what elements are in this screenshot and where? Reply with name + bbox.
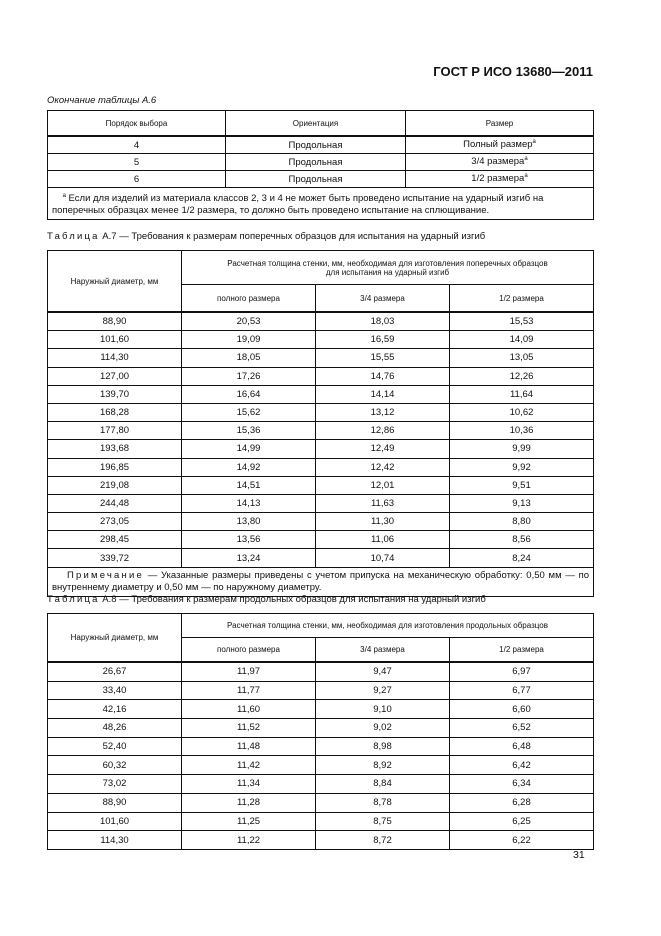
cell-value: 14,14 — [370, 388, 395, 400]
table-cell — [48, 136, 226, 154]
cell-value: 193,68 — [99, 443, 130, 455]
cell-value: 13,12 — [370, 407, 395, 419]
table-cell — [450, 719, 594, 738]
cell-value: 14,92 — [236, 461, 261, 473]
cell-value: 11,42 — [236, 759, 261, 771]
caption-text: А.7 — Требования к размерам поперечных образцов для испытания на ударный изгиб — [102, 231, 486, 242]
table-row — [48, 719, 594, 738]
table-cell — [316, 681, 450, 700]
caption-text: А.8 — Требования к размерам продольных образцов для испытания на ударный изгиб — [102, 594, 486, 605]
table-cell — [450, 756, 594, 775]
cell-value: 3/4 размера — [471, 156, 525, 168]
column-header-diameter: Наружный диаметр, мм — [48, 614, 182, 663]
table-cell — [48, 549, 182, 567]
caption-prefix: Таблица — [47, 231, 100, 242]
table-a7 — [47, 250, 594, 597]
note-label: Примечание — [66, 569, 144, 581]
column-header: Размер — [406, 111, 594, 137]
table-a6-caption: Окончание таблицы А.6 — [47, 95, 157, 106]
table-cell — [182, 367, 316, 385]
table-cell — [450, 662, 594, 681]
cell-value: 6 — [133, 173, 140, 185]
table-cell — [406, 171, 594, 188]
cell-value: 8,72 — [373, 834, 392, 846]
table-cell — [48, 700, 182, 719]
cell-value: 139,70 — [99, 388, 130, 400]
table-a6-footnote — [48, 188, 594, 220]
table-cell — [316, 349, 450, 367]
table-cell — [406, 136, 594, 154]
cell-value: 6,25 — [512, 815, 531, 827]
table-cell — [450, 793, 594, 812]
table-cell — [48, 458, 182, 476]
table-cell — [48, 662, 182, 681]
cell-value: 9,47 — [373, 666, 392, 678]
cell-value: 14,99 — [236, 443, 261, 455]
table-row — [48, 700, 594, 719]
cell-value: 11,97 — [236, 666, 261, 678]
column-header: 1/2 размера — [450, 638, 594, 663]
cell-value: 10,36 — [509, 425, 534, 437]
table-row — [48, 549, 594, 567]
table-cell — [48, 793, 182, 812]
table-cell — [406, 154, 594, 171]
table-a7-caption — [47, 231, 485, 242]
cell-value: 1/2 размера — [471, 173, 525, 185]
cell-value: 11,22 — [236, 834, 261, 846]
cell-value: 20,53 — [236, 316, 261, 328]
table-cell — [182, 331, 316, 349]
table-cell — [450, 681, 594, 700]
column-header: 3/4 размера — [316, 638, 450, 663]
cell-value: 19,09 — [236, 334, 261, 346]
cell-value: Продольная — [288, 156, 343, 168]
table-row — [48, 494, 594, 512]
cell-value: 114,30 — [100, 834, 129, 846]
table-cell — [450, 831, 594, 850]
table-row — [48, 458, 594, 476]
table-cell — [316, 458, 450, 476]
table-cell — [226, 136, 406, 154]
cell-value: 219,08 — [99, 479, 130, 491]
table-cell — [48, 737, 182, 756]
table-cell — [182, 440, 316, 458]
table-row — [48, 385, 594, 403]
cell-value: 101,60 — [99, 815, 130, 827]
cell-value: 11,52 — [236, 722, 261, 734]
table-cell — [48, 171, 226, 188]
cell-value: 42,16 — [102, 703, 127, 715]
table-cell — [450, 476, 594, 494]
table-cell — [48, 831, 182, 850]
cell-value: 16,64 — [236, 388, 261, 400]
cell-value: 88,90 — [102, 316, 127, 328]
table-row — [48, 171, 594, 188]
table-cell — [48, 440, 182, 458]
table-a8-caption — [47, 594, 486, 605]
table-cell — [48, 719, 182, 738]
cell-value: 101,60 — [99, 334, 130, 346]
table-cell — [316, 719, 450, 738]
cell-value: 11,60 — [236, 703, 261, 715]
table-cell — [450, 700, 594, 719]
cell-value: 177,80 — [99, 425, 130, 437]
table-row — [48, 136, 594, 154]
table-row — [48, 756, 594, 775]
cell-value: 15,55 — [370, 352, 395, 364]
cell-value: 273,05 — [99, 516, 130, 528]
table-cell — [48, 422, 182, 440]
cell-value: 6,28 — [512, 797, 531, 809]
cell-value: 5 — [133, 156, 140, 168]
column-header: полного размера — [182, 285, 316, 313]
table-cell — [316, 312, 450, 331]
cell-value: 6,48 — [512, 741, 531, 753]
table-cell — [182, 681, 316, 700]
table-cell — [48, 385, 182, 403]
table-cell — [48, 349, 182, 367]
table-cell — [316, 494, 450, 512]
cell-value: 6,60 — [512, 703, 531, 715]
cell-value: 13,56 — [236, 534, 261, 546]
cell-value: 127,00 — [99, 370, 130, 382]
note-text: — Указанные размеры приведены с учетом припуска на механическую обработку: 0,50 мм — по внутреннему диаметру и 0,50 мм — по наружному диаметру. — [52, 569, 590, 593]
cell-value: 18,05 — [236, 352, 261, 364]
cell-value: 11,64 — [509, 388, 534, 400]
column-header: Порядок выбора — [48, 111, 226, 137]
table-cell — [48, 775, 182, 794]
cell-value: 60,32 — [102, 759, 127, 771]
column-group-header: Расчетная толщина стенки, мм, необходимая для изготовления продольных образцов — [182, 614, 594, 638]
cell-value: 52,40 — [102, 741, 127, 753]
cell-value: 15,62 — [236, 407, 261, 419]
table-row — [48, 681, 594, 700]
table-cell — [182, 494, 316, 512]
footnote-mark: а — [532, 139, 536, 146]
cell-value: 4 — [133, 139, 140, 151]
table-cell — [182, 831, 316, 850]
table-cell — [450, 549, 594, 567]
cell-value: 14,13 — [236, 497, 261, 509]
table-cell — [450, 775, 594, 794]
cell-value: 12,42 — [370, 461, 395, 473]
table-cell — [450, 440, 594, 458]
column-header: полного размера — [182, 638, 316, 663]
table-cell — [182, 476, 316, 494]
cell-value: 12,26 — [509, 370, 534, 382]
cell-value: 6,97 — [512, 666, 531, 678]
cell-value: 6,34 — [512, 778, 531, 790]
table-cell — [182, 700, 316, 719]
cell-value: 11,34 — [236, 778, 261, 790]
cell-value: 48,26 — [102, 722, 127, 734]
cell-value: 18,03 — [370, 316, 395, 328]
cell-value: 8,75 — [373, 815, 392, 827]
cell-value: 298,45 — [99, 534, 130, 546]
cell-value: 12,49 — [370, 443, 395, 455]
table-cell — [450, 331, 594, 349]
table-row — [48, 812, 594, 831]
cell-value: 11,48 — [236, 741, 261, 753]
cell-value: 88,90 — [102, 797, 127, 809]
cell-value: 6,52 — [512, 722, 531, 734]
cell-value: 6,22 — [512, 834, 531, 846]
table-cell — [450, 403, 594, 421]
table-cell — [316, 331, 450, 349]
column-header: 1/2 размера — [450, 285, 594, 313]
table-a8 — [47, 613, 594, 850]
table-a7-note — [48, 567, 594, 596]
cell-value: 8,24 — [512, 552, 531, 564]
table-a6 — [47, 110, 594, 220]
cell-value: 14,09 — [509, 334, 534, 346]
table-cell — [182, 458, 316, 476]
column-header: 3/4 размера — [316, 285, 450, 313]
cell-value: 14,51 — [236, 479, 261, 491]
cell-value: 196,85 — [99, 461, 130, 473]
table-row — [48, 793, 594, 812]
cell-value: 6,42 — [512, 759, 531, 771]
column-header-diameter: Наружный диаметр, мм — [48, 251, 182, 313]
table-row — [48, 775, 594, 794]
table-cell — [450, 494, 594, 512]
table-cell — [48, 331, 182, 349]
table-cell — [450, 458, 594, 476]
table-cell — [182, 812, 316, 831]
cell-value: 10,62 — [509, 407, 534, 419]
cell-value: 9,92 — [512, 461, 531, 473]
table-cell — [316, 700, 450, 719]
table-cell — [182, 549, 316, 567]
table-row — [48, 349, 594, 367]
cell-value: 11,63 — [370, 497, 395, 509]
cell-value: 15,53 — [509, 316, 534, 328]
cell-value: 15,36 — [236, 425, 261, 437]
cell-value: 73,02 — [102, 778, 127, 790]
table-cell — [182, 349, 316, 367]
cell-value: 8,92 — [373, 759, 392, 771]
table-cell — [48, 531, 182, 549]
cell-value: 8,98 — [373, 741, 392, 753]
table-cell — [182, 312, 316, 331]
table-cell — [182, 719, 316, 738]
cell-value: 8,84 — [373, 778, 392, 790]
cell-value: 8,78 — [373, 797, 392, 809]
footnote-mark: а — [524, 156, 528, 163]
table-row — [48, 331, 594, 349]
table-cell — [48, 681, 182, 700]
cell-value: 168,28 — [99, 407, 130, 419]
table-cell — [316, 513, 450, 531]
table-cell — [48, 756, 182, 775]
cell-value: 9,02 — [373, 722, 392, 734]
table-cell — [316, 531, 450, 549]
cell-value: Полный размер — [463, 139, 533, 151]
cell-value: 244,48 — [99, 497, 130, 509]
table-cell — [226, 154, 406, 171]
table-cell — [182, 422, 316, 440]
cell-value: 9,99 — [512, 443, 531, 455]
footnote-mark: а — [62, 193, 66, 199]
table-row — [48, 367, 594, 385]
table-row — [48, 662, 594, 681]
cell-value: 11,28 — [236, 797, 261, 809]
table-cell — [226, 171, 406, 188]
cell-value: 13,24 — [236, 552, 261, 564]
table-cell — [316, 549, 450, 567]
cell-value: 11,25 — [236, 815, 261, 827]
table-cell — [316, 385, 450, 403]
table-cell — [316, 440, 450, 458]
table-cell — [450, 513, 594, 531]
table-row — [48, 440, 594, 458]
document-header: ГОСТ Р ИСО 13680—2011 — [433, 64, 593, 79]
table-cell — [182, 662, 316, 681]
table-row — [48, 422, 594, 440]
table-cell — [316, 403, 450, 421]
table-row — [48, 476, 594, 494]
table-cell — [182, 403, 316, 421]
cell-value: 17,26 — [236, 370, 261, 382]
cell-value: 11,77 — [236, 685, 261, 697]
cell-value: 13,80 — [236, 516, 261, 528]
table-cell — [450, 367, 594, 385]
cell-value: 12,86 — [370, 425, 395, 437]
table-cell — [316, 662, 450, 681]
cell-value: 11,06 — [370, 534, 395, 546]
column-header: Ориентация — [226, 111, 406, 137]
table-cell — [182, 385, 316, 403]
page-number: 31 — [573, 849, 585, 861]
cell-value: 13,05 — [509, 352, 534, 364]
table-cell — [316, 737, 450, 756]
table-cell — [316, 812, 450, 831]
table-row — [48, 403, 594, 421]
table-cell — [48, 513, 182, 531]
table-cell — [48, 312, 182, 331]
table-row — [48, 831, 594, 850]
cell-value: 10,74 — [370, 552, 395, 564]
table-cell — [316, 831, 450, 850]
table-cell — [316, 756, 450, 775]
footnote-mark: а — [524, 173, 528, 180]
footnote-text: Если для изделий из материала классов 2, 3 и 4 не может быть проведено испытание на ударный изгиб на поперечных образцах менее 1/2 размера, то должно быть проведено испытание на сплющивание. — [52, 193, 544, 217]
table-cell — [316, 367, 450, 385]
cell-value: 33,40 — [102, 685, 127, 697]
table-cell — [182, 737, 316, 756]
cell-value: 114,30 — [100, 352, 129, 364]
caption-prefix: Таблица — [47, 594, 100, 605]
cell-value: 9,27 — [373, 685, 392, 697]
table-cell — [182, 756, 316, 775]
cell-value: 9,10 — [373, 703, 392, 715]
table-cell — [48, 812, 182, 831]
table-cell — [182, 531, 316, 549]
cell-value: 8,56 — [512, 534, 531, 546]
cell-value: 11,30 — [370, 516, 395, 528]
table-row — [48, 531, 594, 549]
table-cell — [48, 494, 182, 512]
table-cell — [182, 793, 316, 812]
table-cell — [450, 812, 594, 831]
cell-value: 339,72 — [99, 552, 130, 564]
table-cell — [450, 737, 594, 756]
table-cell — [48, 476, 182, 494]
table-cell — [450, 422, 594, 440]
table-cell — [316, 476, 450, 494]
table-row — [48, 154, 594, 171]
table-cell — [48, 154, 226, 171]
table-cell — [316, 775, 450, 794]
table-row — [48, 737, 594, 756]
table-cell — [316, 793, 450, 812]
cell-value: 26,67 — [102, 666, 127, 678]
table-cell — [450, 531, 594, 549]
table-cell — [450, 385, 594, 403]
cell-value: 9,13 — [512, 497, 531, 509]
cell-value: 6,77 — [512, 685, 531, 697]
cell-value: 16,59 — [370, 334, 395, 346]
table-cell — [48, 367, 182, 385]
cell-value: Продольная — [288, 139, 343, 151]
table-cell — [182, 513, 316, 531]
cell-value: 12,01 — [370, 479, 395, 491]
table-cell — [450, 312, 594, 331]
table-cell — [450, 349, 594, 367]
cell-value: 14,76 — [370, 370, 395, 382]
table-row — [48, 312, 594, 331]
table-cell — [48, 403, 182, 421]
table-row — [48, 513, 594, 531]
cell-value: 9,51 — [512, 479, 531, 491]
table-cell — [182, 775, 316, 794]
table-cell — [316, 422, 450, 440]
cell-value: 8,80 — [512, 516, 531, 528]
cell-value: Продольная — [288, 173, 343, 185]
column-group-header: Расчетная толщина стенки, мм, необходимая для изготовления поперечных образцов для испытания на ударный изгиб — [182, 251, 594, 285]
